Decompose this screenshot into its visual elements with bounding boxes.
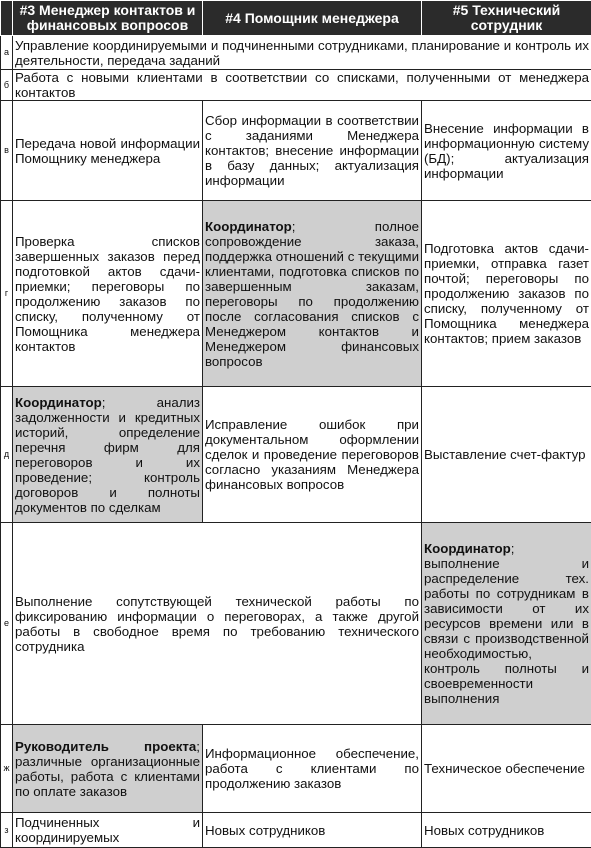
- cell-manager-contacts: [13, 387, 203, 523]
- header-corner: [1, 1, 13, 36]
- cell-technical-staff: [422, 523, 591, 725]
- table-row: [1, 70, 591, 101]
- row-label: б: [1, 70, 13, 101]
- table-row: [1, 725, 591, 813]
- row-label: з: [1, 813, 13, 848]
- table-row: [1, 387, 591, 523]
- header-technical-staff: #5 Технический сотрудник: [422, 1, 591, 36]
- cell-text: ; различные организационные работы, работа с клиентами по оплате заказов: [15, 739, 200, 799]
- cell-assistant-manager: Сбор информации в соответствии с заданиями Менеджера контактов; внесение информации в базу данных; актуализация информации: [203, 101, 422, 201]
- row-label: в: [1, 101, 13, 201]
- cell-all-columns: Работа с новыми клиентами в соответствии со списками, полученными от менеджера контактов: [13, 70, 591, 101]
- table-row: [1, 813, 591, 848]
- cell-manager-contacts: Подчиненных и координируемых: [13, 813, 203, 848]
- header-assistant-manager: #4 Помощник менеджера: [203, 1, 422, 36]
- cell-manager-contacts: Передача новой информации Помощнику менеджера: [13, 101, 203, 201]
- table-row: [1, 101, 591, 201]
- cell-technical-staff: Выставление счет-фактур: [422, 387, 591, 523]
- coordinator-label: Координатор: [15, 395, 102, 410]
- project-lead-label: Руководитель проекта: [15, 739, 196, 754]
- cell-assistant-manager: Информационное обеспечение, работа с клиентами по продолжению заказов: [203, 725, 422, 813]
- cell-all-columns: Управление координируемыми и подчиненными сотрудниками, планирование и контроль их деятельности, передача заданий: [13, 36, 591, 70]
- table-row: [1, 36, 591, 70]
- row-label: ж: [1, 725, 13, 813]
- row-label: г: [1, 201, 13, 387]
- cell-manager-contacts: [13, 725, 203, 813]
- table-row: [1, 201, 591, 387]
- cell-assistant-manager: [203, 201, 422, 387]
- cell-text: ; анализ задолженности и кредитных историй, определение перечня фирм для переговоров и их проведение; контроль договоров и полноты документов по сделкам: [15, 395, 200, 515]
- coordinator-label: Координатор: [424, 541, 511, 556]
- row-label: е: [1, 523, 13, 725]
- cell-technical-staff: Подготовка актов сдачи-приемки, отправка газет почтой; переговоры по продолжению заказов по списку, полученному от Помощника менеджера контактов; прием заказов: [422, 201, 591, 387]
- table-row: [1, 523, 591, 725]
- header-manager-contacts: #3 Менеджер контактов и финансовых вопросов: [13, 1, 203, 36]
- cell-text: ; выполнение и распределение тех. работы по сотрудникам в зависимости от их ресурсов времени или в связи с производственной необходимостью, контроль полноты и своевременности выполнения: [424, 541, 589, 706]
- row-label: а: [1, 36, 13, 70]
- cell-text: ; полное сопровождение заказа, поддержка отношений с текущими клиентами, подготовка списков по завершенным заказам, переговоры по продолжению после согласования списков с Менеджером контактов и Менеджером финансовых вопросов: [205, 219, 419, 369]
- cell-technical-staff: Техническое обеспечение: [422, 725, 591, 813]
- cell-manager-contacts: Проверка списков завершенных заказов перед подготовкой актов сдачи-приемки; переговоры по продолжению заказов по списку, полученному от Помощника менеджера контактов: [13, 201, 203, 387]
- cell-technical-staff: Новых сотрудников: [422, 813, 591, 848]
- cell-assistant-manager: Новых сотрудников: [203, 813, 422, 848]
- cell-assistant-manager: Исправление ошибок при документальном оформлении сделок и проведение переговоров согласно указаниям Менеджера финансовых вопросов: [203, 387, 422, 523]
- row-label: д: [1, 387, 13, 523]
- header-row: [1, 1, 591, 36]
- cell-manager-and-assistant: Выполнение сопутствующей технической работы по фиксированию информации о переговорах, а также другой работы в свободное время по требованию технического сотрудника: [13, 523, 422, 725]
- cell-technical-staff: Внесение информации в информационную систему (БД); актуализация информации: [422, 101, 591, 201]
- coordinator-label: Координатор: [205, 219, 292, 234]
